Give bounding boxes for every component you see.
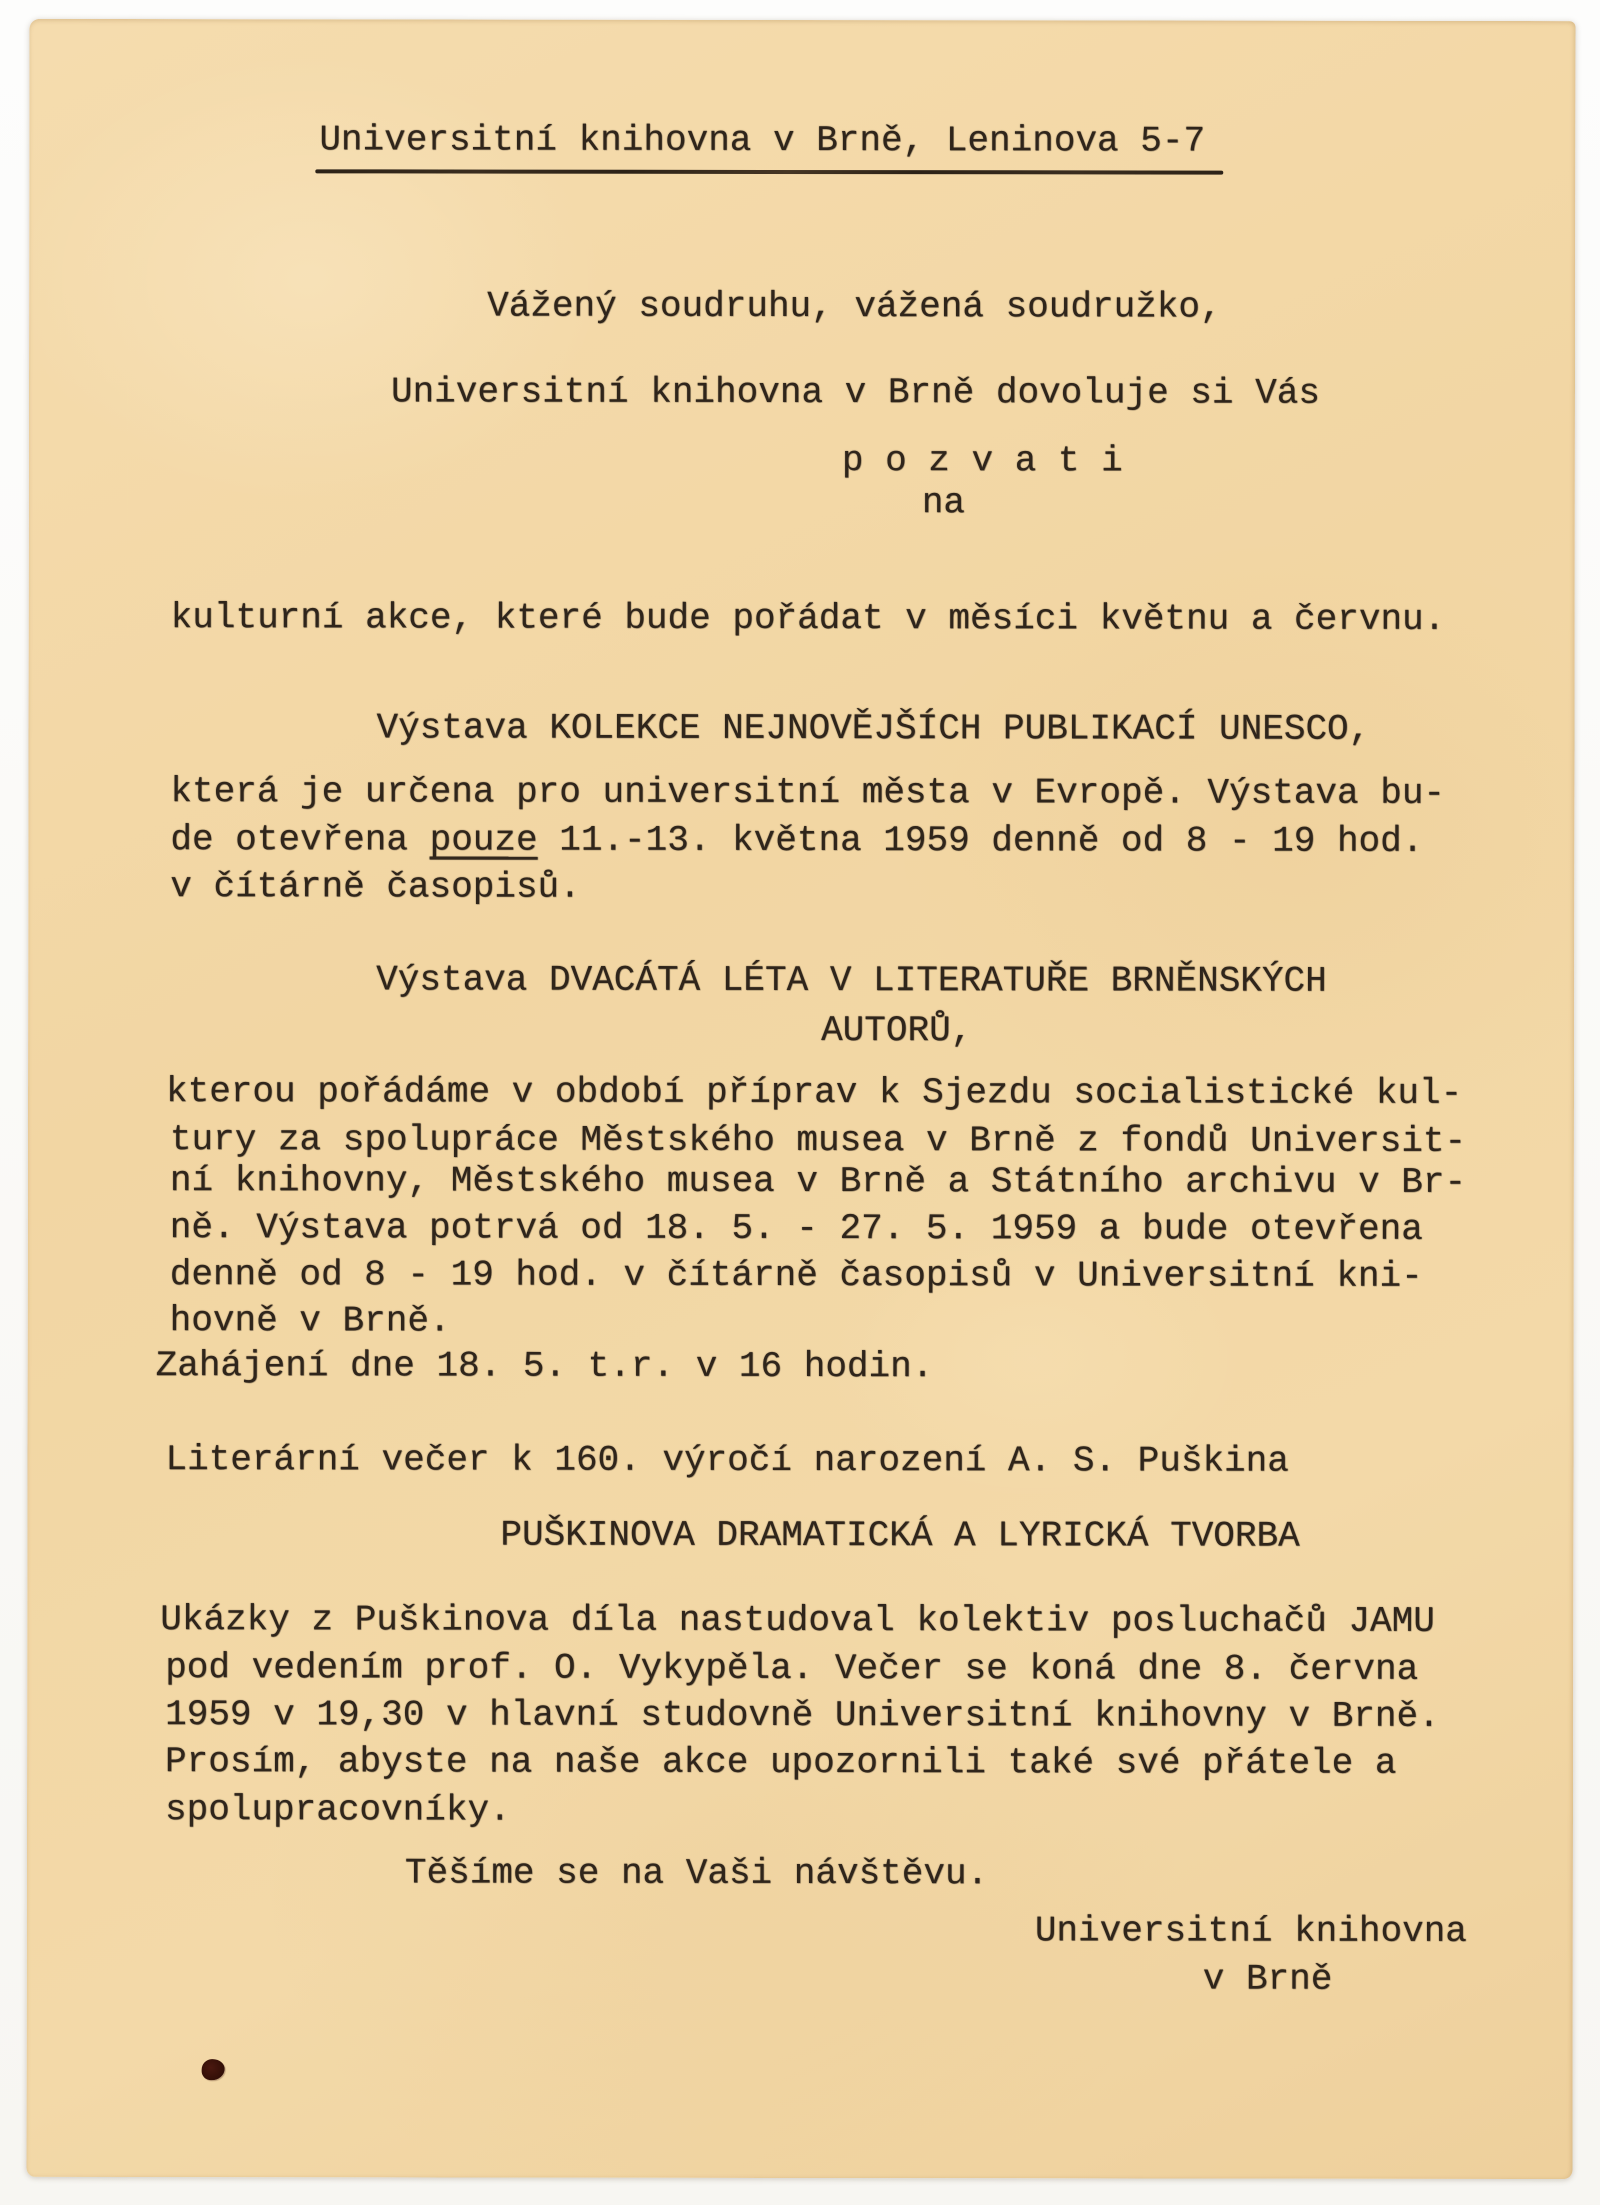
event2-line5: denně od 8 - 19 hod. v čítárně časopisů v Universitní kni- [169,1254,1423,1297]
invite-na: na [921,482,966,524]
event1-heading: Výstava KOLEKCE NEJNOVĚJŠÍCH PUBLIKACÍ UNESCO, [376,707,1371,750]
event3-line5: spolupracovníky. [164,1789,511,1831]
intro-line: Universitní knihovna v Brně dovoluje si Vás [390,371,1320,414]
event1-line2-after: 11.-13. května 1959 denně od 8 - 19 hod. [537,819,1424,862]
title-underline [315,169,1223,174]
signature-line1: Universitní knihovna [1034,1910,1467,1952]
event2-line6: hovně v Brně. [169,1300,451,1342]
invite-word: p o z v a t i [841,440,1123,482]
event3-line3: 1959 v 19,30 v hlavní studovně Universitní knihovny v Brně. [165,1694,1440,1737]
event2-heading-line1: Výstava DVACÁTÁ LÉTA V LITERATUŘE BRNĚNSKÝCH [376,959,1327,1002]
ink-blot [202,2059,225,2080]
event2-line4: ně. Výstava potrvá od 18. 5. - 27. 5. 1959 a bude otevřena [169,1207,1423,1250]
event2-line1: kterou pořádáme v období příprav k Sjezdu socialistické kul- [165,1071,1463,1114]
event3-heading: PUŠKINOVA DRAMATICKÁ A LYRICKÁ TVORBA [500,1514,1300,1557]
event3-line1: Ukázky z Puškinova díla nastudoval kolektiv posluchačů JAMU [160,1599,1435,1642]
event1-line2-underlined-word: pouze [429,819,538,861]
event2-heading-line2: AUTORŮ, [821,1010,973,1052]
event1-line2 [170,819,1423,863]
document-title: Universitní knihovna v Brně, Leninova 5-7 [319,119,1206,162]
event1-line1: která je určena pro universitní města v Evropě. Výstava bu- [170,771,1446,814]
event2-line3: ní knihovny, Městského musea v Brně a Státního archivu v Br- [169,1160,1467,1203]
event2-line7: Zahájení dne 18. 5. t.r. v 16 hodin. [155,1345,934,1388]
event2-line2: tury za spolupráce Městského musea v Brně z fondů Universit- [169,1119,1467,1162]
signature-line2: v Brně [1202,1958,1333,2000]
event3-line4: Prosím, abyste na naše akce upozornili také své přátele a [165,1741,1397,1784]
paper-sheet [26,19,1575,2179]
event3-line2: pod vedením prof. O. Vykypěla. Večer se koná dne 8. června [165,1647,1419,1690]
closing-line: Těšíme se na Vaši návštěvu. [404,1852,989,1895]
event3-intro: Literární večer k 160. výročí narození A. S. Puškina [165,1439,1289,1482]
salutation-line: Vážený soudruhu, vážená soudružko, [487,285,1222,328]
event1-line3: v čítárně časopisů. [170,866,581,908]
lead-line: kulturní akce, které bude pořádat v měsíci květnu a červnu. [170,597,1446,640]
event1-line2-before: de otevřena [170,819,430,861]
